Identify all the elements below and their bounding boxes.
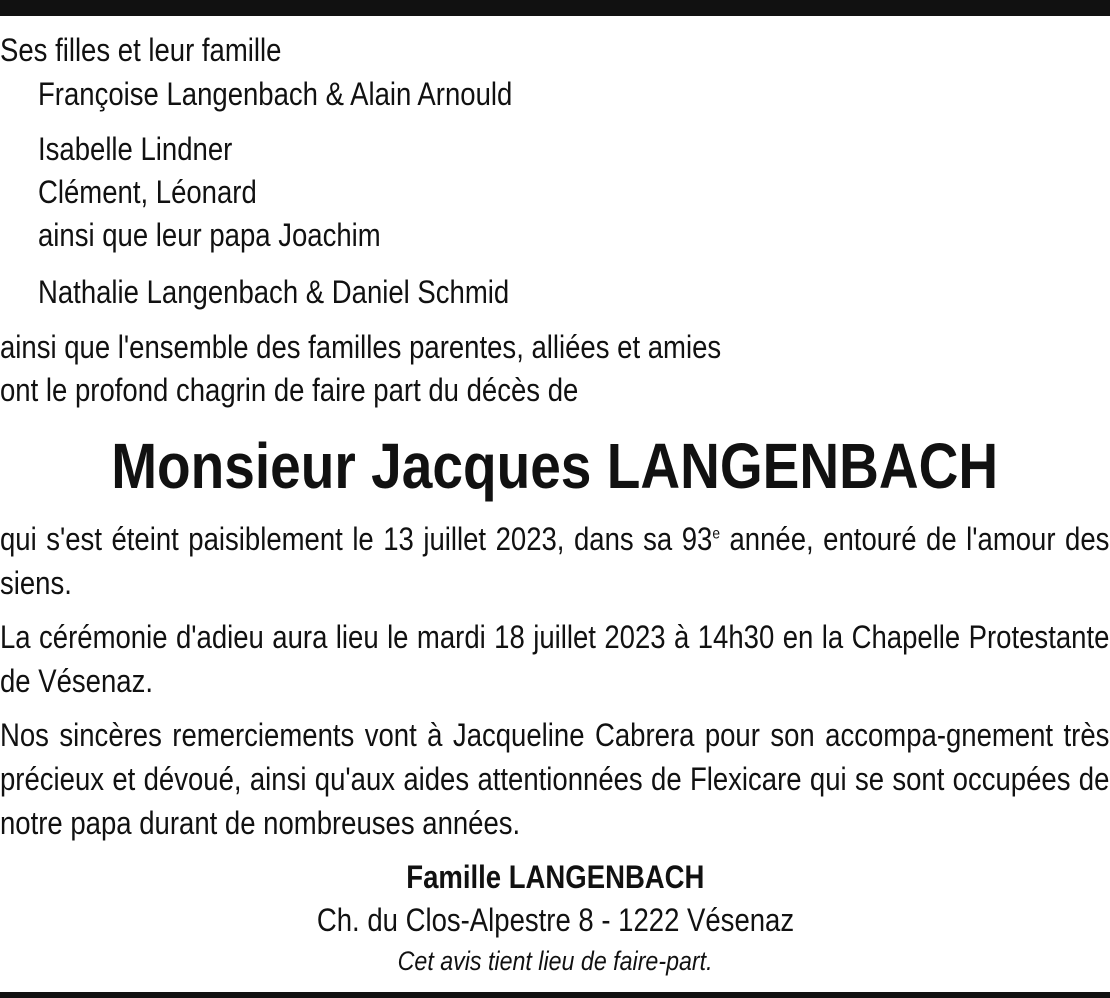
ordinal-suffix: e bbox=[712, 525, 720, 543]
faire-part-note bbox=[0, 944, 1110, 978]
faire-part-note-text: Cet avis tient lieu de faire-part. bbox=[397, 946, 713, 976]
ceremony-paragraph: La cérémonie d'adieu aura lieu le mardi 18 juillet 2023 à 14h30 en la Chapelle Protestante de Vésenaz. bbox=[0, 619, 1110, 699]
family-line-francoise: Françoise Langenbach & Alain Arnould bbox=[38, 76, 513, 112]
signature-family-text: Famille LANGENBACH bbox=[405, 859, 705, 895]
daughters-intro: Ses filles et leur famille bbox=[0, 32, 282, 68]
death-paragraph bbox=[0, 517, 1109, 605]
death-text-start: qui s'est éteint paisiblement le 13 juillet 2023, dans sa 93 bbox=[0, 521, 713, 557]
signature-address-text: Ch. du Clos-Alpestre 8 - 1222 Vésenaz bbox=[316, 902, 794, 938]
family-line-joachim: ainsi que leur papa Joachim bbox=[38, 217, 381, 253]
announcement-line: ont le profond chagrin de faire part du décès de bbox=[0, 372, 579, 408]
deceased-name bbox=[0, 428, 1110, 504]
signature-address bbox=[0, 900, 1110, 940]
family-line-nathalie: Nathalie Langenbach & Daniel Schmid bbox=[38, 274, 510, 310]
family-line-isabelle: Isabelle Lindner bbox=[38, 131, 233, 167]
death-text-end: année, entouré de l'amour des siens. bbox=[0, 521, 1110, 601]
family-line-children: Clément, Léonard bbox=[38, 174, 257, 210]
extended-family-line: ainsi que l'ensemble des familles parentes, alliées et amies bbox=[0, 329, 722, 365]
bottom-border-rule bbox=[0, 992, 1110, 998]
signature-family bbox=[0, 857, 1110, 897]
deceased-name-text: Monsieur Jacques LANGENBACH bbox=[111, 430, 999, 502]
thanks-paragraph: Nos sincères remerciements vont à Jacqueline Cabrera pour son accompa-gnement très précieux et dévoué, ainsi qu'aux aides attentionnées de Flexicare qui se sont occupées de notre papa durant de nombreuses années. bbox=[0, 717, 1110, 841]
top-border-rule bbox=[0, 0, 1110, 16]
